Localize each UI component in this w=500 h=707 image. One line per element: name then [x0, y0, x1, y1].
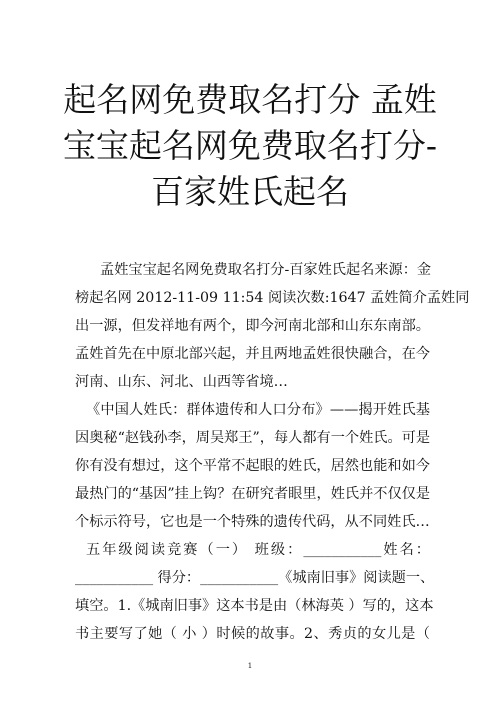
body-line: 个标示符号，它也是一个特殊的遗传代码，从不同姓氏… [75, 514, 430, 530]
body-line: 出一源，但发祥地有两个，即今河南北部和山东东南部。 [75, 318, 430, 334]
body-line: 最热门的“基因”挂上钩？在研究者眼里，姓氏并不仅仅是 [75, 486, 431, 502]
body-line: 河南、山东、河北、山西等省境… [75, 374, 288, 390]
document-title-line-3: 百家姓氏起名 [151, 172, 349, 211]
body-line: 孟姓宝宝起名网免费取名打分-百家姓氏起名来源：金 [100, 262, 432, 278]
body-line: 孟姓首先在中原北部兴起，并且两地孟姓很快融合，在今 [75, 346, 430, 362]
body-line: 因奥秘“赵钱孙李，周吴郑王”，每人都有一个姓氏。可是 [75, 430, 431, 446]
document-title-line-1: 起名网免费取名打分 孟姓 [63, 80, 437, 119]
body-line: 书主要写了她（ 小 ）时候的故事。2、秀贞的女儿是（ [75, 626, 430, 642]
body-line: 填空。1.《城南旧事》这本书是由（林海英 ）写的，这本 [75, 598, 434, 614]
body-line: 你有没有想过，这个平常不起眼的姓氏，居然也能和如今 [75, 458, 430, 474]
body-line: 五年级阅读竞赛（一） 班级：___________姓名： [86, 542, 430, 558]
body-line: 榜起名网 2012-11-09 11:54 阅读次数:1647 孟姓简介孟姓同 [75, 290, 470, 306]
page-number: 1 [247, 662, 253, 670]
body-line: ___________ 得分：___________《城南旧事》阅读题一、 [75, 570, 435, 586]
body-line: 《中国人姓氏：群体遗传和人口分布》——揭开姓氏基 [86, 402, 430, 418]
document-title-line-2: 宝宝起名网免费取名打分- [62, 126, 438, 165]
